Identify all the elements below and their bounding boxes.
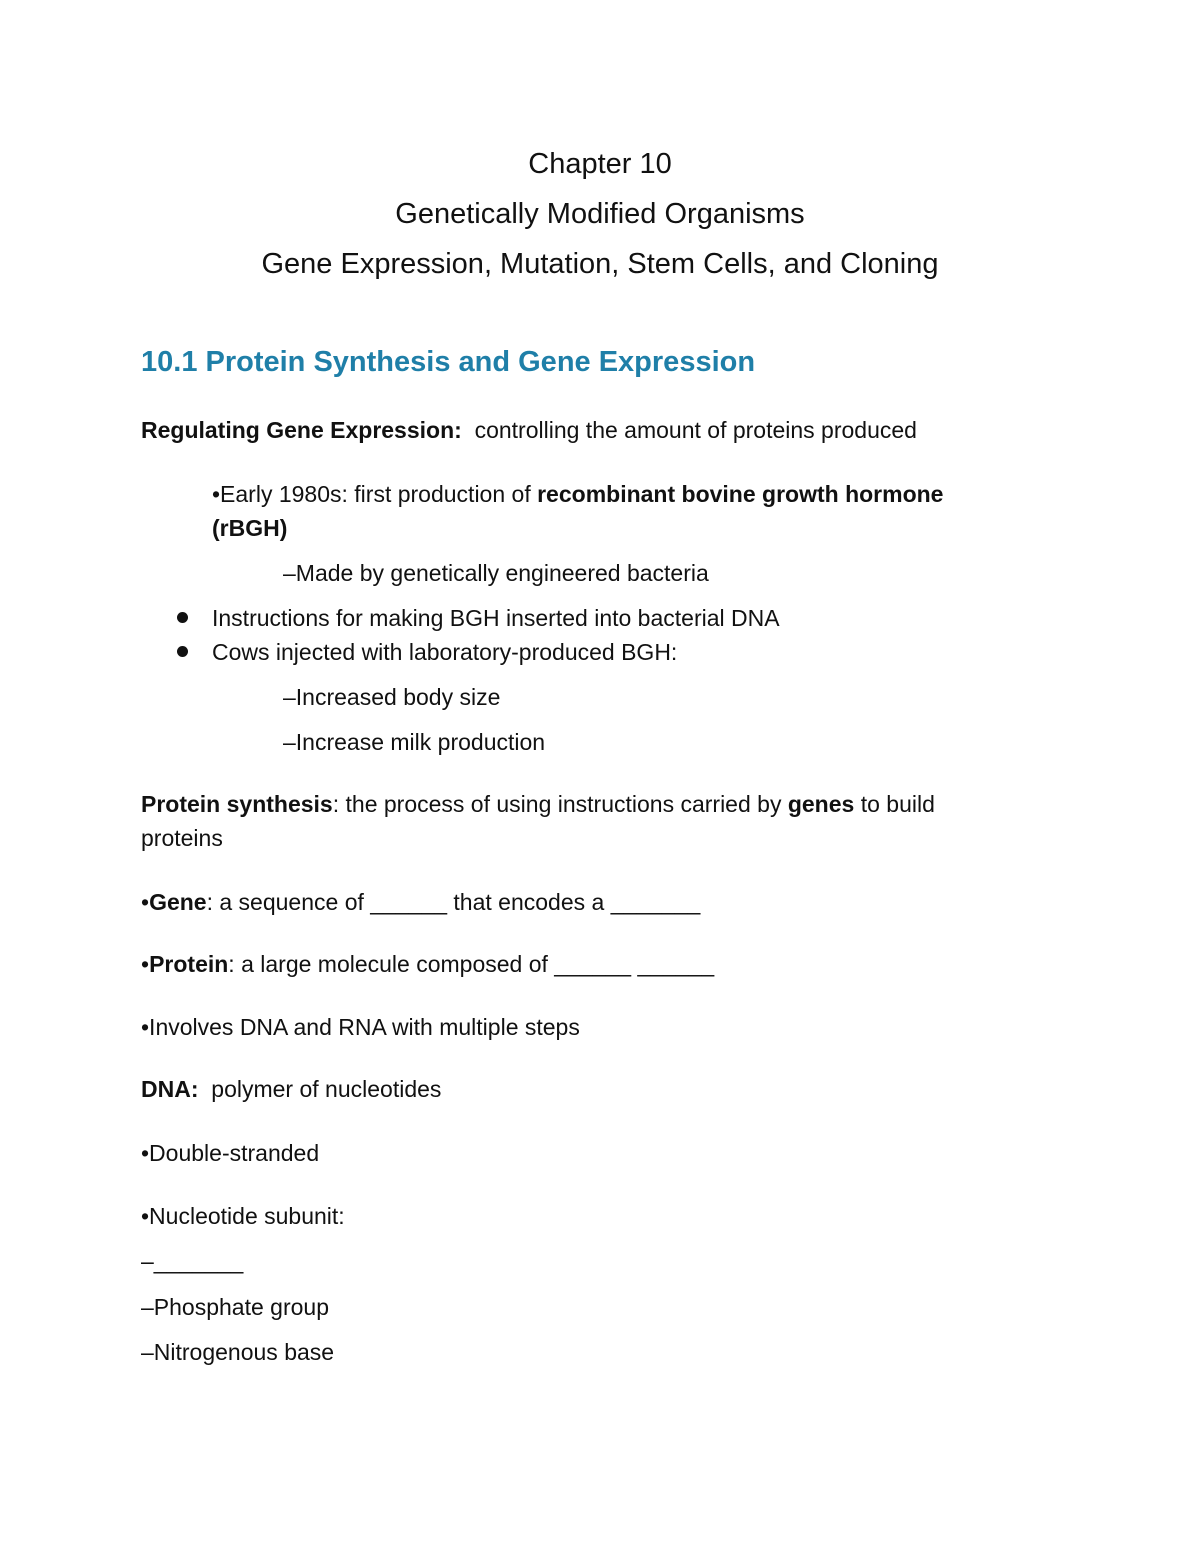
regulating-definition: [141, 415, 917, 445]
protein-text: : a large molecule composed of ______ ______: [228, 951, 715, 977]
nucleotide-subunit-line: •Nucleotide subunit:: [141, 1203, 345, 1229]
subunit-phosphate: –Phosphate group: [141, 1294, 329, 1320]
dna-term: DNA:: [141, 1076, 199, 1102]
gene-bullet: •: [141, 889, 150, 915]
bullet-icon: [177, 612, 188, 623]
chapter-subtitle: Genetically Modified Organisms: [395, 198, 805, 230]
protein-line: [141, 949, 714, 979]
protein-synthesis-term: Protein synthesis: [141, 791, 333, 817]
genes-term: genes: [787, 791, 855, 817]
section-heading: 10.1 Protein Synthesis and Gene Expression: [141, 346, 756, 378]
rbgh-abbrev: (rBGH): [212, 515, 288, 541]
effect-milk: –Increase milk production: [283, 729, 546, 755]
involves-line: •Involves DNA and RNA with multiple steps: [141, 1014, 580, 1040]
gene-line: [141, 887, 700, 917]
regulating-term: Regulating Gene Expression:: [141, 417, 462, 443]
effect-body-size: –Increased body size: [283, 684, 501, 710]
rbgh-line: [212, 479, 943, 509]
bullet-icon: [177, 646, 188, 657]
protein-bullet: •: [141, 951, 150, 977]
dna-text: polymer of nucleotides: [198, 1076, 442, 1102]
made-by-line: –Made by genetically engineered bacteria: [283, 560, 709, 586]
protein-synthesis-text: : the process of using instructions carried by: [332, 791, 788, 817]
rbgh-term: recombinant bovine growth hormone: [537, 481, 944, 507]
double-stranded-line: •Double-stranded: [141, 1140, 320, 1166]
protein-synthesis-text-end: to build: [854, 791, 935, 817]
regulating-text: controlling the amount of proteins produced: [461, 417, 917, 443]
chapter-topics: Gene Expression, Mutation, Stem Cells, and Cloning: [261, 248, 939, 280]
chapter-title: Chapter 10: [528, 148, 672, 180]
subunit-base: –Nitrogenous base: [141, 1339, 335, 1365]
rbgh-prefix: •Early 1980s: first production of: [212, 481, 538, 507]
gene-text: : a sequence of ______ that encodes a _______: [206, 889, 701, 915]
protein-term: Protein: [149, 951, 229, 977]
subunit-blank: –_______: [141, 1248, 244, 1274]
gene-term: Gene: [149, 889, 207, 915]
list-item-text: Instructions for making BGH inserted into bacterial DNA: [212, 605, 780, 631]
dna-line: [141, 1074, 441, 1104]
list-item-text: Cows injected with laboratory-produced BGH:: [212, 639, 678, 665]
protein-synthesis-line2: proteins: [141, 825, 223, 851]
protein-synthesis-line: [141, 789, 935, 819]
